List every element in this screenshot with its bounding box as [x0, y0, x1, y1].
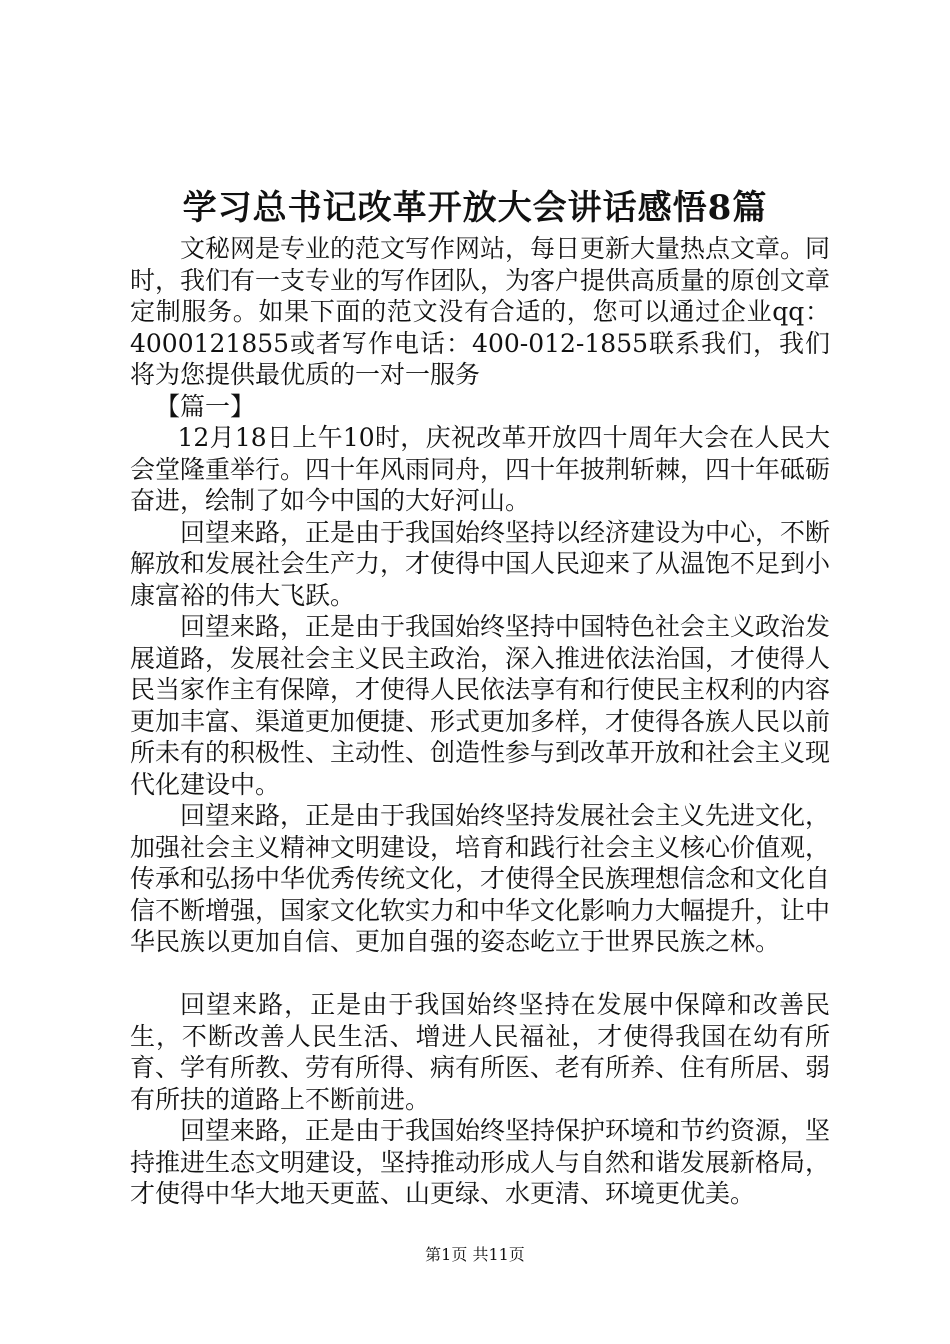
body-paragraph-2: 回望来路，正是由于我国始终坚持以经济建设为中心，不断解放和发展社会生产力，才使得中国人民迎来了从温饱不足到小康富裕的伟大飞跃。 — [130, 517, 831, 610]
body-paragraph-1-lead — [130, 422, 830, 517]
document-title: 学习总书记改革开放大会讲话感悟8篇 — [182, 188, 768, 228]
body-paragraph-1: 12月18日上午10时，庆祝改革开放四十周年大会在人民大会堂隆重举行。四十年风雨同舟，四十年披荆斩棘，四十年砥砺奋进，绘制了如今中国的大好河山。 — [130, 423, 831, 515]
body-paragraph-3: 回望来路，正是由于我国始终坚持中国特色社会主义政治发展道路，发展社会主义民主政治，深入推进依法治国，才使得人民当家作主有保障，才使得人民依法享有和行使民主权利的内容更加丰富、渠道更加便捷、形式更加多样，才使得各族人民以前所未有的积极性、主动性、创造性参与到改革开放和社会主义现代化建设中。 — [130, 612, 831, 799]
intro-paragraph: 文秘网是专业的范文写作网站，每日更新大量热点文章。同时，我们有一支专业的写作团队，为客户提供高质量的原创文章定制服务。如果下面的范文没有合适的，您可以通过企业qq：4000121855或者写作电话：400-012-1855联系我们，我们将为您提供最优质的一对一服务 — [130, 234, 831, 389]
page-footer: 第1页 共11页 — [425, 1245, 525, 1264]
document-body — [130, 233, 830, 1210]
body-paragraph-5: 回望来路，正是由于我国始终坚持在发展中保障和改善民生，不断改善人民生活、增进人民福祉，才使得我国在幼有所育、学有所教、劳有所得、病有所医、老有所养、住有所居、弱有所扶的道路上不断前进。 — [130, 990, 831, 1114]
body-paragraph-6: 回望来路，正是由于我国始终坚持保护环境和节约资源，坚持推进生态文明建设，坚持推动形成人与自然和谐发展新格局，才使得中华大地天更蓝、山更绿、水更清、环境更优美。 — [130, 1116, 831, 1208]
section-heading: 【篇一】 — [155, 391, 256, 421]
body-paragraph-4: 回望来路，正是由于我国始终坚持发展社会主义先进文化，加强社会主义精神文明建设，培育和践行社会主义核心价值观，传承和弘扬中华优秀传统文化，才使得全民族理想信念和文化自信不断增强，国家文化软实力和中华文化影响力大幅提升，让中华民族以更加自信、更加自强的姿态屹立于世界民族之林。 — [130, 801, 831, 956]
